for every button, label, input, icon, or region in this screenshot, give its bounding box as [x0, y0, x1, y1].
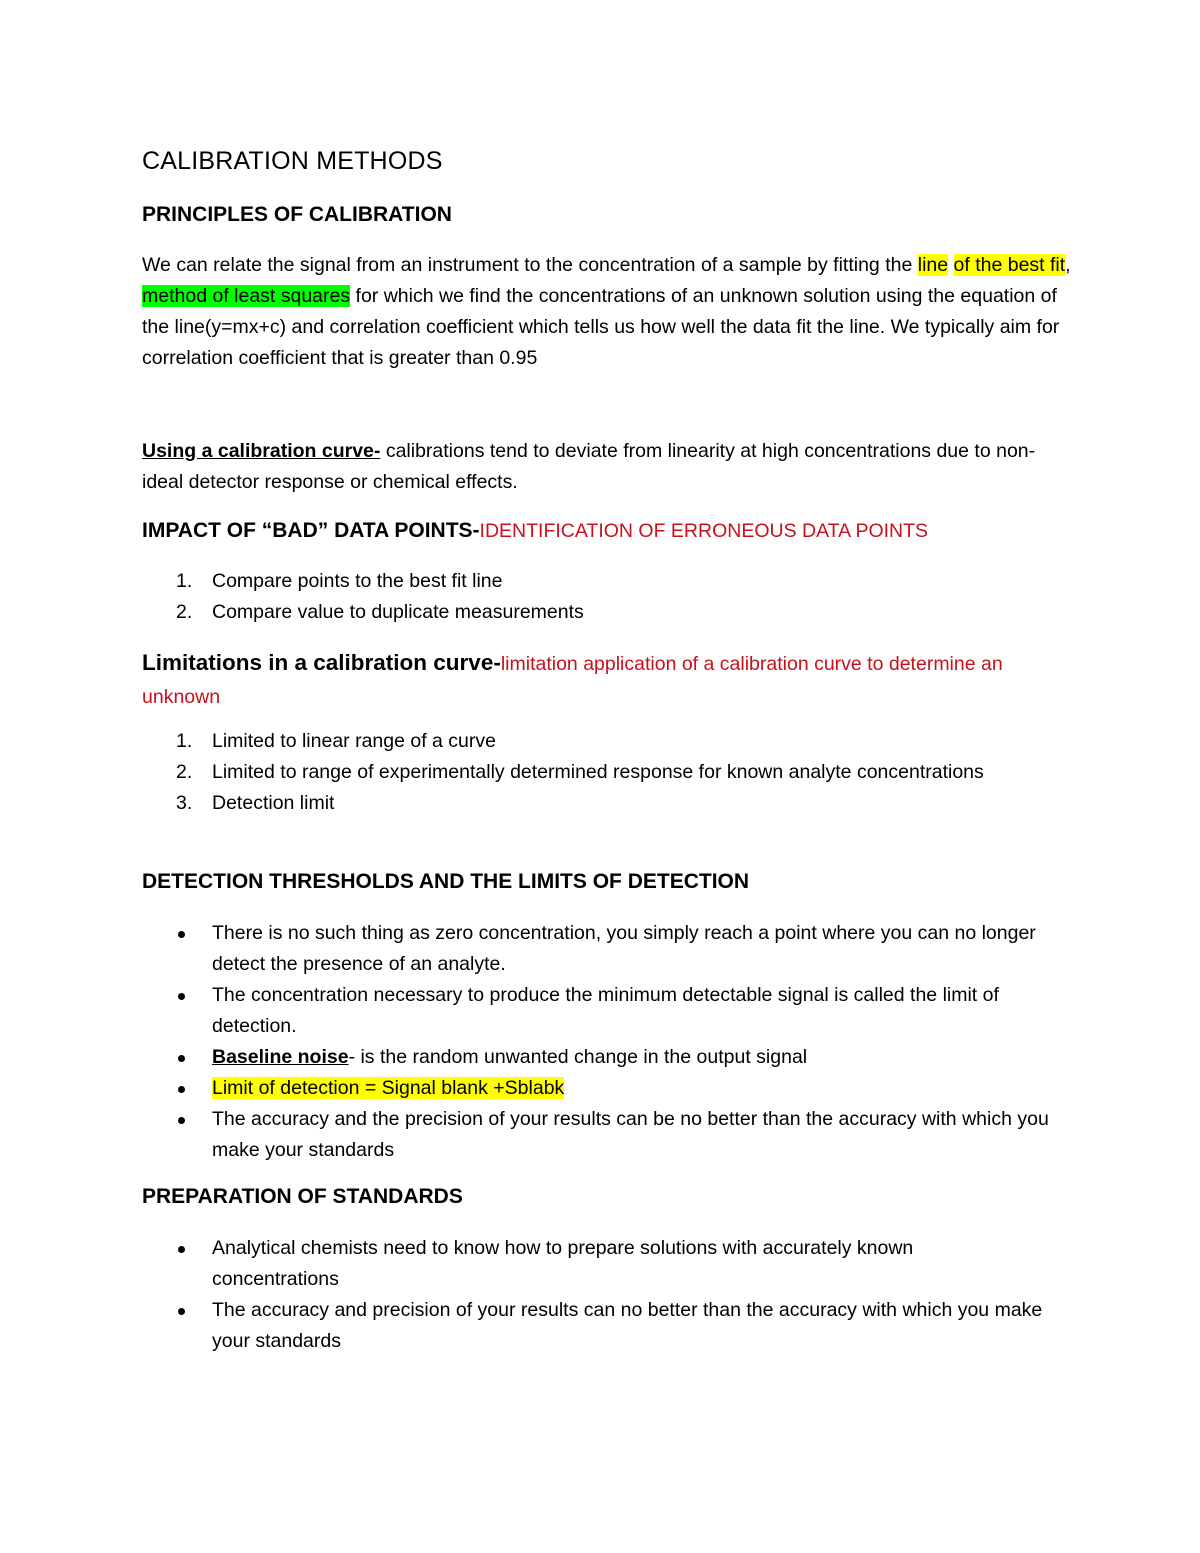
- detection-list: [142, 918, 1072, 1166]
- calibration-curve-term: Using a calibration curve-: [142, 440, 381, 462]
- page-title: CALIBRATION METHODS: [142, 147, 443, 175]
- limitations-heading: Limitations in a calibration curve-: [142, 650, 501, 675]
- list-item: Baseline noise- is the random unwanted change in the output signal: [142, 1042, 1072, 1073]
- list-item: The concentration necessary to produce the minimum detectable signal is called the limit of detection.: [142, 980, 1022, 1042]
- list-item: 2. Limited to range of experimentally determined response for known analyte concentrations: [176, 761, 984, 783]
- bad-points-heading-row: [142, 519, 1072, 543]
- list-item: The accuracy and the precision of your results can be no better than the accuracy with which you make your standards: [142, 1104, 1072, 1166]
- highlight-best-fit: of the best fit: [953, 254, 1066, 276]
- limitations-list: [142, 726, 1072, 819]
- standards-list: [142, 1233, 1072, 1357]
- calibration-curve-paragraph: [142, 436, 1072, 498]
- list-item: 3. Detection limit: [176, 792, 335, 814]
- limitations-heading-row: [142, 647, 1072, 713]
- principles-heading: PRINCIPLES OF CALIBRATION: [142, 203, 452, 226]
- list-item: The accuracy and precision of your results can no better than the accuracy with which you make your standards: [142, 1295, 1052, 1357]
- list-item: 1. Limited to linear range of a curve: [176, 730, 496, 752]
- list-item: Limit of detection = Signal blank +Sblabk: [142, 1073, 1072, 1104]
- bad-points-list: [142, 566, 1072, 628]
- bullet-icon: [178, 931, 185, 938]
- principles-text-1: We can relate the signal from an instrument to the concentration of a sample by fitting the: [142, 254, 918, 276]
- principles-text-2: for which we find the concentrations of an unknown solution using the equation of the line(y=mx+c) and correlation coefficient which tells us how well the data fit the line. We typically aim for correlation coefficient that is greater than 0.95: [142, 285, 1060, 369]
- bullet-icon: [178, 1246, 185, 1253]
- bullet-icon: [178, 993, 185, 1000]
- bad-points-subheading: IDENTIFICATION OF ERRONEOUS DATA POINTS: [479, 520, 929, 542]
- comma: ,: [1065, 254, 1071, 276]
- bullet-icon: [178, 1308, 185, 1315]
- principles-paragraph: [142, 250, 1072, 374]
- standards-heading: PREPARATION OF STANDARDS: [142, 1185, 463, 1208]
- list-item: There is no such thing as zero concentration, you simply reach a point where you can no longer detect the presence of an analyte.: [142, 918, 1072, 980]
- limitations-subheading: limitation application of a calibration curve to determine an unknown: [142, 653, 1003, 708]
- detection-heading: DETECTION THRESHOLDS AND THE LIMITS OF DETECTION: [142, 870, 750, 893]
- list-item: 1. Compare points to the best fit line: [176, 570, 503, 592]
- highlight-line: line: [917, 254, 949, 276]
- bad-points-heading: IMPACT OF “BAD” DATA POINTS-: [142, 519, 480, 542]
- bullet-icon: [178, 1086, 185, 1093]
- list-item: Analytical chemists need to know how to prepare solutions with accurately known concentrations: [142, 1233, 1012, 1295]
- highlight-least-squares: method of least squares: [142, 285, 351, 307]
- list-item: 2. Compare value to duplicate measurements: [176, 601, 584, 623]
- calibration-curve-text: calibrations tend to deviate from linearity at high concentrations due to non-ideal detector response or chemical effects.: [142, 440, 1036, 493]
- bullet-icon: [178, 1117, 185, 1124]
- bullet-icon: [178, 1055, 185, 1062]
